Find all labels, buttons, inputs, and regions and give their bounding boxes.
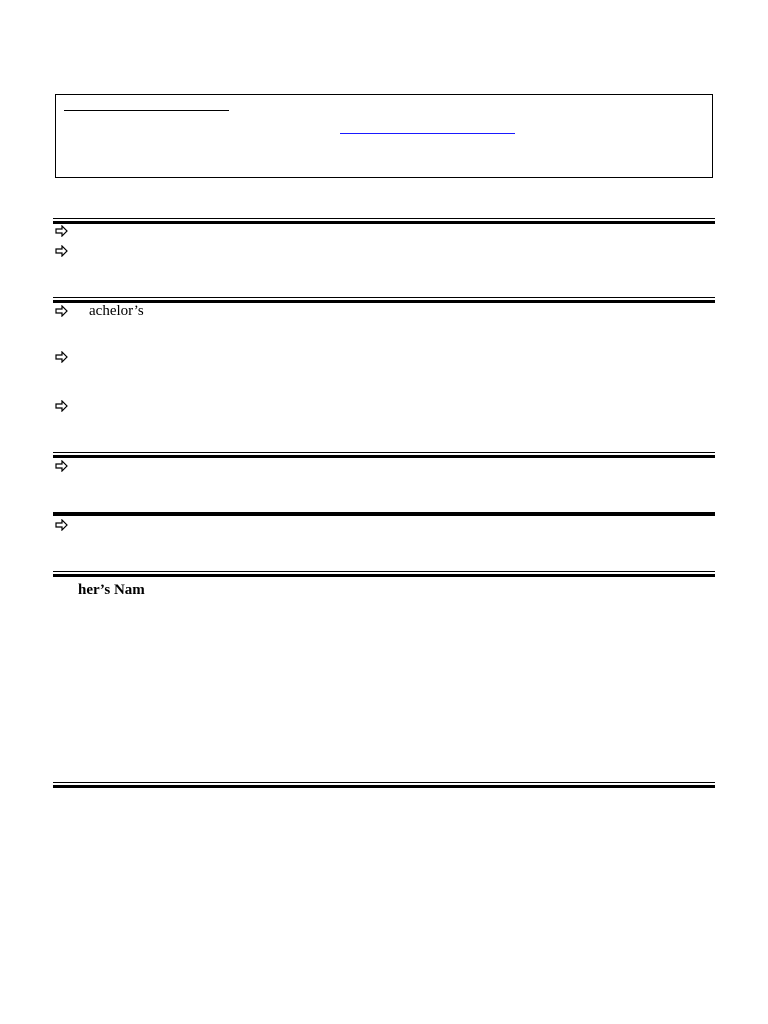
email-link-underline[interactable] xyxy=(340,133,515,134)
arrow-right-outline-icon xyxy=(55,351,69,363)
section-divider xyxy=(53,782,715,788)
section-divider xyxy=(53,512,715,516)
section-divider xyxy=(53,297,715,303)
section-divider xyxy=(53,571,715,577)
arrow-right-outline-icon xyxy=(55,225,69,237)
contact-header-box xyxy=(55,94,713,178)
degree-text: achelor’s xyxy=(89,303,144,319)
arrow-right-outline-icon xyxy=(55,400,69,412)
arrow-right-outline-icon xyxy=(55,460,69,472)
reference-heading: her’s Nam xyxy=(78,582,145,598)
arrow-right-outline-icon xyxy=(55,245,69,257)
name-underline xyxy=(64,110,229,111)
section-divider xyxy=(53,218,715,224)
arrow-right-outline-icon xyxy=(55,519,69,531)
section-divider xyxy=(53,452,715,458)
arrow-right-outline-icon xyxy=(55,305,69,317)
